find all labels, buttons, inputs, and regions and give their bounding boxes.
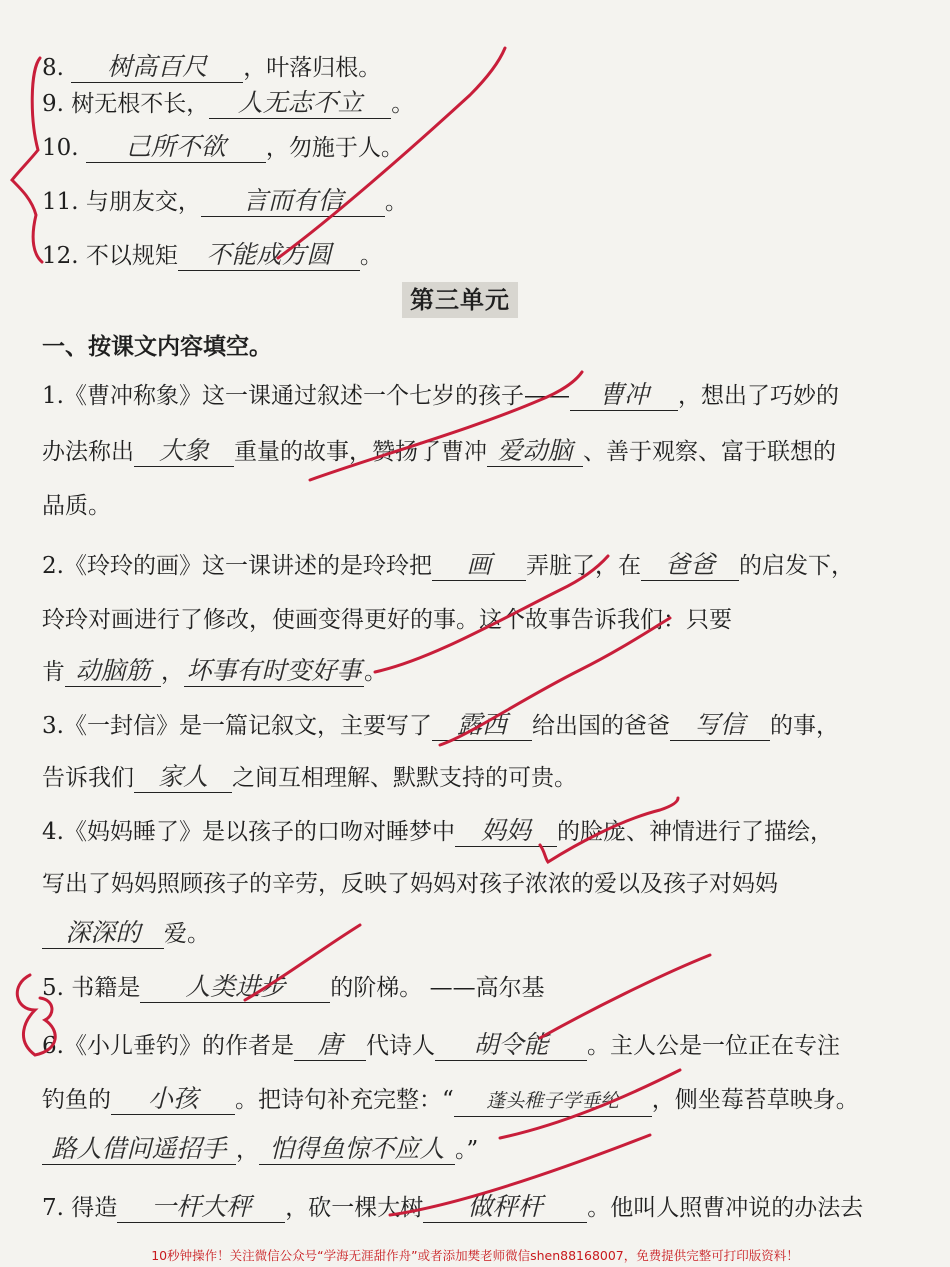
q3-text-d: 的事， xyxy=(769,713,839,739)
q4-line3 xyxy=(42,918,210,950)
bracket-mark xyxy=(12,58,42,262)
item-8-prefix: 8. xyxy=(42,55,72,81)
q6-answer-6: 怕得鱼惊不应人 xyxy=(259,1134,455,1165)
q6-answer-5: 路人借问遥招手 xyxy=(42,1134,236,1165)
q4-text-d: 写出了妈妈照顾孩子的辛劳，反映了妈妈对孩子浓浓的爱以及孩子对妈妈 xyxy=(42,871,778,897)
item-12-suffix: 。 xyxy=(359,243,383,269)
q6-answer-1: 唐 xyxy=(294,1030,366,1061)
q6-line1 xyxy=(42,1030,840,1062)
q1-text-d: 办法称出 xyxy=(42,439,134,465)
q4-text-c: 的脸庞、神情进行了描绘， xyxy=(556,819,833,845)
q7-answer-1: 一杆大秤 xyxy=(117,1192,285,1223)
item-9-prefix: 9. 树无根不长， xyxy=(42,91,210,117)
item-12 xyxy=(42,240,383,272)
q3-answer-2: 写信 xyxy=(670,710,770,741)
q2-text-a: 2.《玲玲的画》这一课讲述的是玲玲把 xyxy=(42,553,432,579)
item-8-suffix: ，叶落归根。 xyxy=(243,55,382,81)
q6-text-h: ， xyxy=(236,1137,259,1163)
item-8-answer: 树高百尺 xyxy=(71,52,243,83)
q1-text-c: ，想出了巧妙的 xyxy=(677,383,839,409)
q3-text-e: 告诉我们 xyxy=(42,765,134,791)
q6-text-e: 钓鱼的 xyxy=(42,1087,111,1113)
q6-text-g: ，侧坐莓苔草映身。 xyxy=(651,1087,859,1113)
q4-text-a: 4.《妈妈睡了》是以孩子的口吻对睡梦中 xyxy=(42,819,455,845)
q1-answer-1: 曹冲 xyxy=(570,380,678,411)
q7-line xyxy=(42,1192,863,1224)
q2-answer-2: 爸爸 xyxy=(641,550,739,581)
item-11-suffix: 。 xyxy=(384,189,408,215)
q5-text-c: 的阶梯。 ——高尔基 xyxy=(330,975,545,1001)
q7-text-d: 。他叫人照曹冲说的办法去 xyxy=(587,1195,864,1221)
q4-answer-1: 妈妈 xyxy=(455,816,557,847)
q6-text-a: 6.《小儿垂钓》的作者是 xyxy=(42,1033,294,1059)
q6-text-c: 代诗人 xyxy=(365,1033,435,1059)
q1-line1 xyxy=(42,380,839,412)
item-10-suffix: ，勿施于人。 xyxy=(265,135,404,161)
q2-line2 xyxy=(42,604,732,636)
q1-answer-3: 爱动脑 xyxy=(487,436,583,467)
q2-answer-1: 画 xyxy=(432,550,526,581)
q2-answer-4: 坏事有时变好事 xyxy=(184,656,364,687)
q2-text-f: 肯 xyxy=(42,659,65,685)
q3-line2 xyxy=(42,762,577,794)
q4-text-e: 爱。 xyxy=(164,921,210,947)
q3-answer-3: 家人 xyxy=(134,762,232,793)
q6-text-f: 。把诗句补充完整：“ xyxy=(235,1087,454,1113)
item-10-answer: 己所不欲 xyxy=(86,132,266,163)
q2-text-e: 玲玲对画进行了修改，使画变得更好的事。这个故事告诉我们：只要 xyxy=(42,607,732,633)
q1-text-e: 重量的故事，赞扬了曹冲 xyxy=(234,439,487,465)
q3-text-c: 给出国的爸爸 xyxy=(531,713,670,739)
q1-line3 xyxy=(42,490,111,522)
q1-text-f: 、善于观察、富于联想的 xyxy=(583,439,836,465)
item-9-answer: 人无志不立 xyxy=(209,88,391,119)
q2-text-h: 。 xyxy=(364,659,387,685)
item-12-prefix: 12. 不以规矩 xyxy=(42,243,178,269)
q3-text-a: 3.《一封信》是一篇记叙文，主要写了 xyxy=(42,713,432,739)
q7-answer-2: 做秤杆 xyxy=(423,1192,587,1223)
q5-line xyxy=(42,972,545,1004)
q3-answer-1: 露西 xyxy=(432,710,532,741)
q1-line2 xyxy=(42,436,836,468)
item-9-suffix: 。 xyxy=(391,91,415,117)
item-11-prefix: 11. 与朋友交， xyxy=(42,189,201,215)
q4-line2 xyxy=(42,868,778,900)
q7-text-a: 7. 得造 xyxy=(42,1195,118,1221)
q4-line1 xyxy=(42,816,833,848)
q6-answer-2: 胡令能 xyxy=(435,1030,587,1061)
q6-answer-4: 蓬头稚子学垂纶 xyxy=(454,1086,652,1117)
q2-answer-3: 动脑筋 xyxy=(65,656,161,687)
q2-line1 xyxy=(42,550,854,582)
q1-answer-2: 大象 xyxy=(134,436,234,467)
q1-text-g: 品质。 xyxy=(42,493,111,519)
q1-text-a: 1.《曹冲称象》这一课通过叙述一个七岁的孩子—— xyxy=(42,383,570,409)
q3-text-f: 之间互相理解、默默支持的可贵。 xyxy=(232,765,577,791)
section-heading: 一、按课文内容填空。 xyxy=(42,334,272,360)
check-mark-q6 xyxy=(540,955,710,1038)
item-8 xyxy=(42,52,381,84)
q7-text-c: ，砍一棵大树 xyxy=(285,1195,424,1221)
q5-text-a: 5. 书籍是 xyxy=(42,975,141,1001)
item-10-prefix: 10. xyxy=(42,135,86,161)
q2-line3 xyxy=(42,656,387,688)
q6-line3 xyxy=(42,1134,478,1166)
item-12-answer: 不能成方圆 xyxy=(178,240,360,271)
q2-text-d: 的启发下， xyxy=(738,553,854,579)
item-11 xyxy=(42,186,408,218)
q4-answer-2: 深深的 xyxy=(42,918,164,949)
q2-text-g: ， xyxy=(161,659,184,685)
q6-text-i: 。” xyxy=(455,1137,479,1163)
item-10 xyxy=(42,132,404,164)
q3-line1 xyxy=(42,710,839,742)
item-9 xyxy=(42,88,414,120)
q6-text-d: 。主人公是一位正在专注 xyxy=(586,1033,840,1059)
q5-answer-1: 人类进步 xyxy=(140,972,330,1003)
footer-ad: 10秒钟操作！关注微信公众号“学海无涯甜作舟”或者添加樊老师微信shen88168007，免费提供完整可打印版资料！ xyxy=(0,1245,950,1267)
q2-text-c: 弄脏了，在 xyxy=(525,553,641,579)
unit-title: 第三单元 xyxy=(402,282,518,318)
item-11-answer: 言而有信 xyxy=(201,186,385,217)
q6-answer-3: 小孩 xyxy=(111,1084,235,1115)
q6-line2 xyxy=(42,1084,859,1117)
